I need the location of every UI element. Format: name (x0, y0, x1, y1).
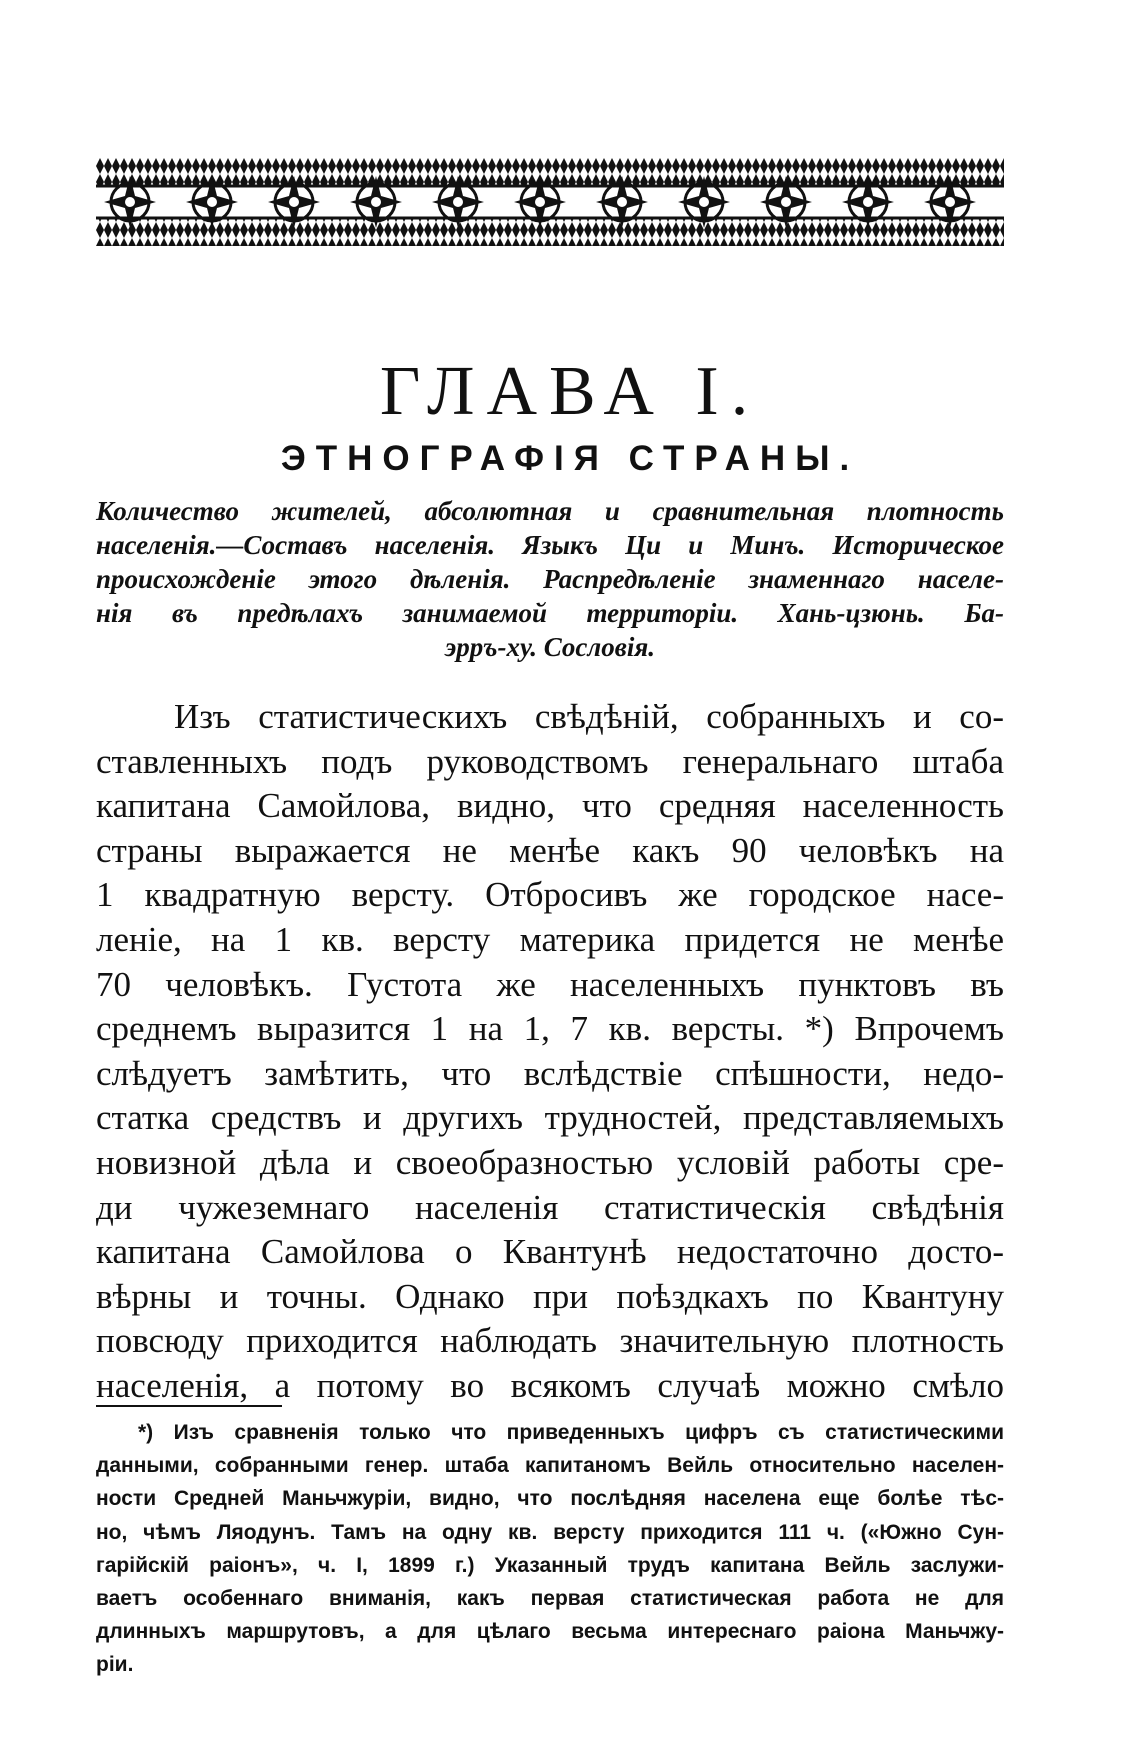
body-line: 70 человѣкъ. Густота же населенныхъ пунктовъ въ (96, 964, 1004, 1004)
body-line: 1 квадратную версту. Отбросивъ же городское насе- (96, 875, 1004, 915)
footnote-line: но, чѣмъ Ляодунъ. Тамъ на одну кв. версту приходится 111 ч. («Южно Сун- (96, 1520, 1004, 1544)
body-line: населенія, а потому во всякомъ случаѣ можно смѣло (96, 1365, 1004, 1405)
chapter-heading: ГЛАВА I. (379, 353, 761, 430)
summary-line: нія въ предѣлахъ занимаемой территоріи. Хань-цзюнь. Ба- (96, 598, 1004, 628)
section-title: ЭТНОГРАФІЯ СТРАНЫ. (280, 439, 860, 478)
body-line: капитана Самойлова о Квантунѣ недостаточно досто- (96, 1232, 1004, 1272)
body-line: среднемъ выразится 1 на 1, 7 кв. версты. *) Впрочемъ (96, 1009, 1004, 1049)
footnote (96, 1416, 1004, 1682)
footnote-line: данными, собранными генер. штаба капитаномъ Вейль относительно населен- (96, 1454, 1004, 1478)
footnote-line: ности Средней Маньчжуріи, видно, что послѣдняя населена еще болѣе тѣс- (96, 1487, 1004, 1511)
body-line: статка средствъ и другихъ трудностей, представляемыхъ (96, 1098, 1004, 1138)
footnote-rule (96, 1405, 282, 1407)
footnote-line: гарійскій раіонъ», ч. I, 1899 г.) Указанный трудъ капитана Вейль заслужи- (96, 1553, 1004, 1577)
body-text (96, 695, 1004, 1409)
chapter-summary (96, 494, 1004, 664)
body-line: вѣрны и точны. Однако при поѣздкахъ по Квантуну (96, 1276, 1004, 1316)
body-line: ставленныхъ подъ руководствомъ генеральнаго штаба (96, 741, 1004, 781)
summary-line: населенія.—Составъ населенія. Языкъ Ци и Минъ. Историческое (96, 530, 1004, 560)
footnote-line: ріи. (96, 1653, 134, 1677)
body-line: ди чужеземнаго населенія статистическія свѣдѣнія (96, 1187, 1004, 1227)
footnote-line: длинныхъ маршрутовъ, а для цѣлаго весьма интереснаго раіона Маньчжу- (96, 1620, 1004, 1644)
footnote-line: *) Изъ сравненія только что приведенныхъ цифръ съ статистическими (138, 1421, 1004, 1444)
body-line: повсюду приходится наблюдать значительную плотность (96, 1321, 1004, 1361)
ornamental-header-band (96, 158, 1004, 246)
summary-line: происхожденіе этого дѣленія. Распредѣленіе знаменнаго населе- (96, 564, 1004, 594)
body-line: леніе, на 1 кв. версту материка придется не менѣе (96, 919, 1004, 959)
body-line: новизной дѣла и своеобразностью условій работы сре- (96, 1142, 1004, 1182)
summary-line: эрръ-ху. Сословія. (445, 632, 655, 662)
summary-line: Количество жителей, абсолютная и сравнительная плотность (96, 496, 1004, 526)
body-line: Изъ статистическихъ свѣдѣній, собранныхъ и со- (174, 697, 1004, 736)
footnote-line: ваетъ особеннаго вниманія, какъ первая статистическая работа не для (96, 1586, 1004, 1610)
body-line: капитана Самойлова, видно, что средняя населенность (96, 786, 1004, 826)
body-line: страны выражается не менѣе какъ 90 человѣкъ на (96, 830, 1004, 870)
body-line: слѣдуетъ замѣтить, что вслѣдствіе спѣшности, недо- (96, 1053, 1004, 1093)
